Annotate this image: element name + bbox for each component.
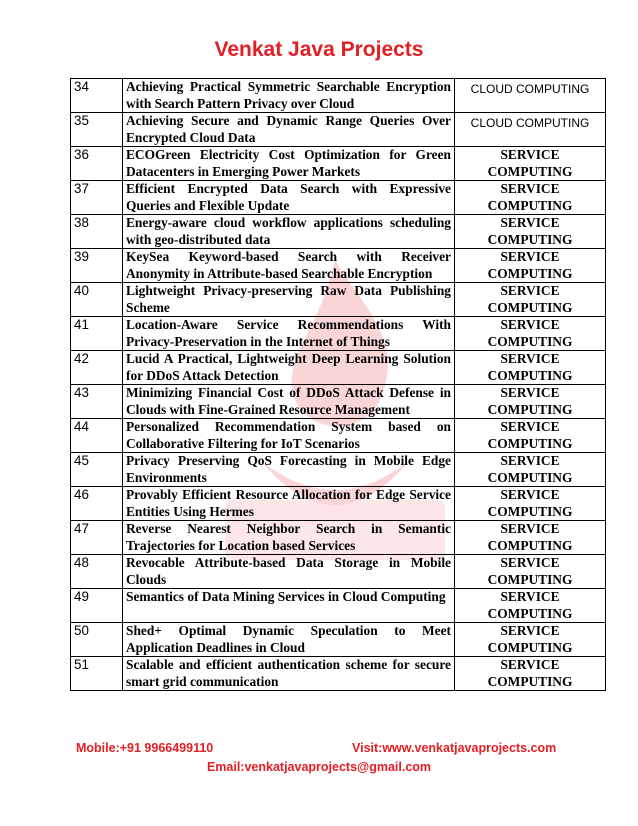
row-number: 38 bbox=[71, 215, 123, 249]
table-row bbox=[71, 521, 606, 555]
project-category: SERVICE COMPUTING bbox=[455, 419, 606, 453]
row-number: 50 bbox=[71, 623, 123, 657]
project-title: Location-Aware Service Recommendations With Privacy-Preservation in the Internet of Things bbox=[123, 317, 455, 351]
footer-website-link[interactable]: Visit:www.venkatjavaprojects.com bbox=[352, 741, 557, 755]
project-title: Energy-aware cloud workflow applications scheduling with geo-distributed data bbox=[123, 215, 455, 249]
table-row bbox=[71, 181, 606, 215]
row-number: 51 bbox=[71, 657, 123, 691]
table-row bbox=[71, 215, 606, 249]
project-category: SERVICE COMPUTING bbox=[455, 487, 606, 521]
table-row bbox=[71, 283, 606, 317]
table-row bbox=[71, 453, 606, 487]
table-row bbox=[71, 113, 606, 147]
project-title: KeySea Keyword-based Search with Receiver Anonymity in Attribute-based Searchable Encryption bbox=[123, 249, 455, 283]
row-number: 43 bbox=[71, 385, 123, 419]
project-title: ECOGreen Electricity Cost Optimization for Green Datacenters in Emerging Power Markets bbox=[123, 147, 455, 181]
row-number: 41 bbox=[71, 317, 123, 351]
project-category: SERVICE COMPUTING bbox=[455, 453, 606, 487]
project-title: Achieving Practical Symmetric Searchable Encryption with Search Pattern Privacy over Cloud bbox=[123, 79, 455, 113]
project-category: SERVICE COMPUTING bbox=[455, 351, 606, 385]
project-title: Efficient Encrypted Data Search with Expressive Queries and Flexible Update bbox=[123, 181, 455, 215]
footer-email-link[interactable]: Email:venkatjavaprojects@gmail.com bbox=[206, 760, 432, 774]
table-row bbox=[71, 317, 606, 351]
table-row bbox=[71, 249, 606, 283]
project-title: Shed+ Optimal Dynamic Speculation to Meet Application Deadlines in Cloud bbox=[123, 623, 455, 657]
row-number: 44 bbox=[71, 419, 123, 453]
project-title: Lucid A Practical, Lightweight Deep Learning Solution for DDoS Attack Detection bbox=[123, 351, 455, 385]
project-category: SERVICE COMPUTING bbox=[455, 555, 606, 589]
table-row bbox=[71, 419, 606, 453]
project-title: Minimizing Financial Cost of DDoS Attack Defense in Clouds with Fine-Grained Resource Management bbox=[123, 385, 455, 419]
row-number: 48 bbox=[71, 555, 123, 589]
table-row bbox=[71, 657, 606, 691]
project-title: Lightweight Privacy-preserving Raw Data Publishing Scheme bbox=[123, 283, 455, 317]
table-row bbox=[71, 385, 606, 419]
table-row bbox=[71, 623, 606, 657]
project-category: SERVICE COMPUTING bbox=[455, 657, 606, 691]
row-number: 39 bbox=[71, 249, 123, 283]
project-category: SERVICE COMPUTING bbox=[455, 385, 606, 419]
project-title: Reverse Nearest Neighbor Search in Semantic Trajectories for Location based Services bbox=[123, 521, 455, 555]
row-number: 35 bbox=[71, 113, 123, 147]
row-number: 34 bbox=[71, 79, 123, 113]
project-category: CLOUD COMPUTING bbox=[455, 113, 606, 147]
project-title: Achieving Secure and Dynamic Range Queries Over Encrypted Cloud Data bbox=[123, 113, 455, 147]
project-title: Scalable and efficient authentication scheme for secure smart grid communication bbox=[123, 657, 455, 691]
row-number: 49 bbox=[71, 589, 123, 623]
project-title: Personalized Recommendation System based on Collaborative Filtering for IoT Scenarios bbox=[123, 419, 455, 453]
table-row bbox=[71, 351, 606, 385]
project-category: SERVICE COMPUTING bbox=[455, 249, 606, 283]
projects-table bbox=[70, 78, 606, 691]
project-category: SERVICE COMPUTING bbox=[455, 147, 606, 181]
project-category: SERVICE COMPUTING bbox=[455, 215, 606, 249]
project-title: Provably Efficient Resource Allocation for Edge Service Entities Using Hermes bbox=[123, 487, 455, 521]
footer-mobile: Mobile:+91 9966499110 bbox=[76, 741, 214, 755]
row-number: 42 bbox=[71, 351, 123, 385]
project-category: SERVICE COMPUTING bbox=[455, 589, 606, 623]
table-row bbox=[71, 79, 606, 113]
table-row bbox=[71, 487, 606, 521]
project-category: CLOUD COMPUTING bbox=[455, 79, 606, 113]
project-category: SERVICE COMPUTING bbox=[455, 623, 606, 657]
page-title: Venkat Java Projects bbox=[214, 38, 424, 61]
row-number: 45 bbox=[71, 453, 123, 487]
project-category: SERVICE COMPUTING bbox=[455, 521, 606, 555]
row-number: 37 bbox=[71, 181, 123, 215]
project-category: SERVICE COMPUTING bbox=[455, 317, 606, 351]
row-number: 46 bbox=[71, 487, 123, 521]
row-number: 47 bbox=[71, 521, 123, 555]
project-title: Revocable Attribute-based Data Storage in Mobile Clouds bbox=[123, 555, 455, 589]
row-number: 40 bbox=[71, 283, 123, 317]
project-title: Semantics of Data Mining Services in Cloud Computing bbox=[123, 589, 455, 623]
table-row bbox=[71, 147, 606, 181]
table-row bbox=[71, 589, 606, 623]
project-category: SERVICE COMPUTING bbox=[455, 181, 606, 215]
project-title: Privacy Preserving QoS Forecasting in Mobile Edge Environments bbox=[123, 453, 455, 487]
table-row bbox=[71, 555, 606, 589]
project-category: SERVICE COMPUTING bbox=[455, 283, 606, 317]
row-number: 36 bbox=[71, 147, 123, 181]
